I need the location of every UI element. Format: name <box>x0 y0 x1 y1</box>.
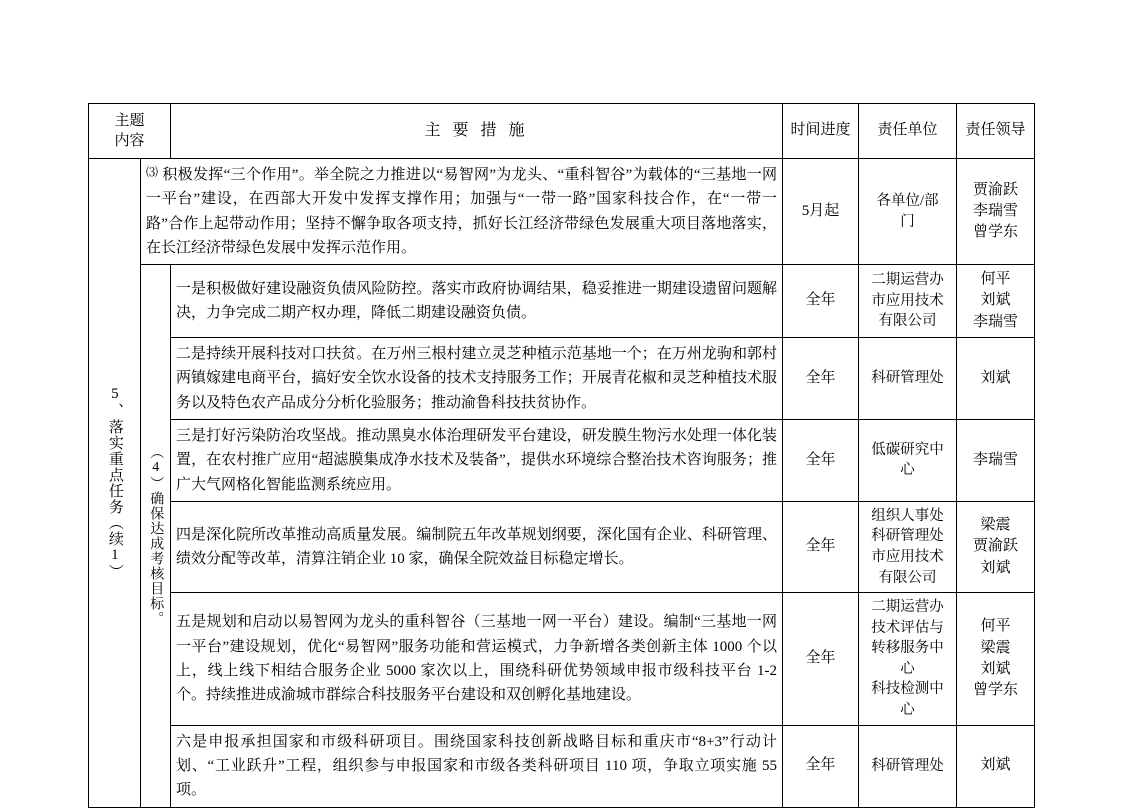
leader-line: 何平 <box>980 271 1011 288</box>
table-row <box>89 593 1035 725</box>
measure-cell-7: 六是申报承担国家和市级科研项目。围绕国家科技创新战略目标和重庆市“8+3”行动计划、“工业跃升”工程，组织参与申报国家和市级各类科研项目 110 项，争取立项实施 55 项。 <box>171 725 783 807</box>
measure-index-1: ⑶ <box>146 165 159 179</box>
leader-line: 李瑞雪 <box>973 451 1019 468</box>
time-cell-7: 全年 <box>783 725 859 807</box>
unit-line: 心 <box>900 702 915 719</box>
leader-line: 贾渝跃 <box>973 181 1019 198</box>
leader-line: 刘斌 <box>980 660 1011 677</box>
header-theme-line2: 内容 <box>114 133 145 149</box>
leader-line: 贾渝跃 <box>973 538 1019 555</box>
unit-line: 心 <box>900 462 915 479</box>
unit-cell-2 <box>859 265 957 338</box>
unit-cell-4 <box>859 419 957 501</box>
theme-content-cell <box>89 159 141 808</box>
leader-line: 李瑞雪 <box>973 313 1019 330</box>
time-cell-6: 全年 <box>783 593 859 725</box>
header-measure: 主 要 措 施 <box>171 104 783 159</box>
sub-theme-label: （4）确保达成考核目标。 <box>148 445 164 627</box>
measure-cell-3: 二是持续开展科技对口扶贫。在万州三根村建立灵芝种植示范基地一个；在万州龙驹和郭村两镇嫁建电商平台，搞好安全饮水设备的技术支持服务工作；开展青花椒和灵芝种植技术服务以及特色农产品成分分析化验服务；推动渝鲁科技扶贫协作。 <box>171 338 783 420</box>
unit-line: 市应用技术 <box>871 549 944 566</box>
unit-line: 组织人事处 <box>871 507 944 524</box>
leader-cell-2 <box>957 265 1035 338</box>
time-cell-2: 全年 <box>783 265 859 338</box>
leader-line: 刘斌 <box>980 559 1011 576</box>
header-unit: 责任单位 <box>859 104 957 159</box>
unit-line: 心 <box>900 660 915 677</box>
unit-line: 科研管理处 <box>871 757 944 774</box>
unit-line: 二期运营办 <box>871 599 944 616</box>
table-row <box>89 419 1035 501</box>
leader-line: 刘斌 <box>980 292 1011 309</box>
leader-line: 梁震 <box>980 517 1011 534</box>
table-header <box>89 104 1035 159</box>
unit-line: 技术评估与 <box>871 619 944 636</box>
table-row <box>89 338 1035 420</box>
measure-text-1: 积极发挥“三个作用”。举全院之力推进以“易智网”为龙头、“重科智谷”为载体的“三基地一网一平台”建设，在西部大开发中发挥支撑作用；加强与“一带一路”国家科技合作，在“一带一路”合作上起带动作用；坚持不懈争取各项支持，抓好长江经济带绿色发展重大项目落地落实，在长江经济带绿色发展中发挥示范作用。 <box>146 167 778 256</box>
unit-cell-3 <box>859 338 957 420</box>
header-row <box>89 104 1035 159</box>
unit-cell-1 <box>859 159 957 265</box>
unit-line: 门 <box>900 213 915 230</box>
unit-line: 有限公司 <box>878 569 937 586</box>
table-row <box>89 265 1035 338</box>
time-cell-1: 5月起 <box>783 159 859 265</box>
unit-line: 科技检测中 <box>871 681 944 698</box>
time-cell-5: 全年 <box>783 501 859 592</box>
theme-label: 5、落实重点任务（续1） <box>106 385 123 580</box>
leader-cell-1 <box>957 159 1035 265</box>
table-row <box>89 159 1035 265</box>
leader-line: 何平 <box>980 618 1011 635</box>
time-cell-4: 全年 <box>783 419 859 501</box>
leader-cell-6 <box>957 593 1035 725</box>
table-row <box>89 725 1035 807</box>
leader-cell-4 <box>957 419 1035 501</box>
unit-line: 二期运营办 <box>871 272 944 289</box>
leader-cell-5 <box>957 501 1035 592</box>
unit-cell-6 <box>859 593 957 725</box>
measure-cell-4: 三是打好污染防治攻坚战。推动黑臭水体治理研发平台建设，研发膜生物污水处理一体化装置，在农村推广应用“超滤膜集成净水技术及装备”，提供水环境综合整治技术咨询服务；推广大气网格化智能监测系统应用。 <box>171 419 783 501</box>
measure-cell-2: 一是积极做好建设融资负债风险防控。落实市政府协调结果，稳妥推进一期建设遗留问题解决，力争完成二期产权办理，降低二期建设融资负债。 <box>171 265 783 338</box>
table-row <box>89 501 1035 592</box>
header-theme-line1: 主题 <box>114 112 145 129</box>
unit-line: 科研管理处 <box>871 528 944 545</box>
leader-line: 曾学东 <box>973 682 1019 699</box>
unit-line: 有限公司 <box>878 313 937 330</box>
table-body <box>89 159 1035 808</box>
measure-cell-6: 五是规划和启动以易智网为龙头的重科智谷（三基地一网一平台）建设。编制“三基地一网一平台”建设规划，优化“易智网”服务功能和营运模式，力争新增各类创新主体 1000 个以上，线上线下相结合服务企业 5000 家次以上，围绕科研优势领域申报市级科技平台 1-2 个。持续推进成渝城市群综合科技服务平台建设和双创孵化基地建设。 <box>171 593 783 725</box>
leader-line: 刘斌 <box>980 757 1011 774</box>
work-plan-table <box>88 103 1035 808</box>
measure-cell-5: 四是深化院所改革推动高质量发展。编制院五年改革规划纲要，深化国有企业、科研管理、绩效分配等改革，清算注销企业 10 家，确保全院效益目标稳定增长。 <box>171 501 783 592</box>
leader-cell-3 <box>957 338 1035 420</box>
unit-line: 各单位/部 <box>876 193 939 210</box>
unit-line: 科研管理处 <box>871 370 944 387</box>
leader-line: 刘斌 <box>980 369 1011 386</box>
unit-line: 低碳研究中 <box>871 441 944 458</box>
header-time: 时间进度 <box>783 104 859 159</box>
leader-line: 梁震 <box>980 639 1011 656</box>
unit-cell-5 <box>859 501 957 592</box>
time-cell-3: 全年 <box>783 338 859 420</box>
leader-cell-7 <box>957 725 1035 807</box>
leader-line: 曾学东 <box>973 224 1019 241</box>
plan-table-wrapper <box>88 103 1034 808</box>
header-theme <box>89 104 171 159</box>
header-leader: 责任领导 <box>957 104 1035 159</box>
unit-line: 市应用技术 <box>871 292 944 309</box>
sub-theme-cell <box>141 265 171 807</box>
leader-line: 李瑞雪 <box>973 202 1019 219</box>
measure-cell-1 <box>141 159 783 265</box>
unit-cell-7 <box>859 725 957 807</box>
unit-line: 转移服务中 <box>871 640 944 657</box>
